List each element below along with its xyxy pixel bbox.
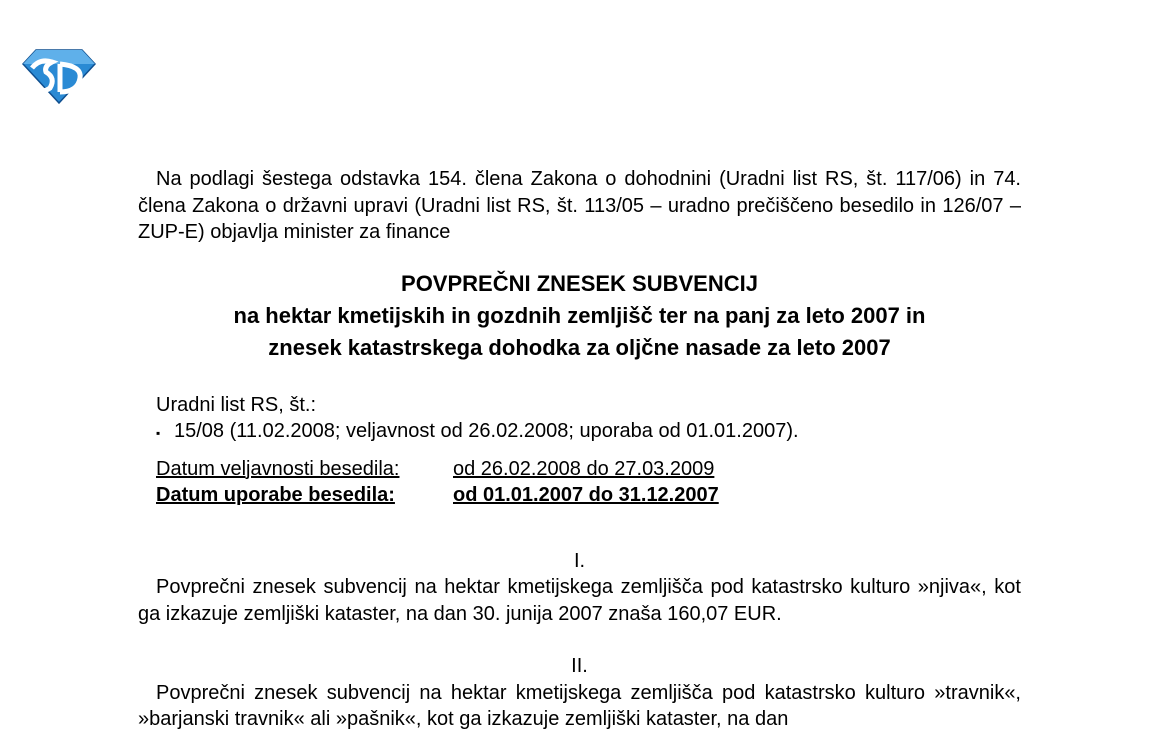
gazette-info [156, 392, 1021, 446]
dates-block [156, 456, 1021, 508]
title-line-3: znesek katastrskega dohodka za oljčne nasade za leto 2007 [268, 334, 891, 360]
use-value: od 01.01.2007 do 31.12.2007 [453, 483, 719, 506]
intro-paragraph: Na podlagi šestega odstavka 154. člena Zakona o dohodnini (Uradni list RS, št. 117/06) in 74. člena Zakona o državni upravi (Uradni list RS, št. 113/05 – uradno prečiščeno besedilo in 126/07 – ZUP-E) objavlja minister za finance [138, 168, 1021, 243]
section-number: I. [573, 549, 586, 572]
document-title [138, 268, 1021, 364]
gazette-entry [156, 418, 1021, 446]
validity-value: od 26.02.2008 do 27.03.2009 [453, 457, 715, 480]
bullet-icon: ▪ [156, 425, 161, 440]
title-line-2: na hektar kmetijskih in gozdnih zemljišč ter na panj za leto 2007 in [233, 302, 926, 328]
document-body [138, 166, 1021, 733]
section-paragraph: Povprečni znesek subvencij na hektar kmetijskega zemljišča pod katastrsko kulturo »travnik«, »barjanski travnik« ali »pašnik«, kot ga izkazuje zemljiški kataster, na dan [138, 681, 1021, 730]
validity-label: Datum veljavnosti besedila: [156, 457, 400, 480]
use-label: Datum uporabe besedila: [156, 483, 395, 506]
company-logo [22, 48, 96, 104]
section-number: II. [571, 655, 588, 677]
section-paragraph: Povprečni znesek subvencij na hektar kmetijskega zemljišča pod katastrsko kulturo »njiva«, kot ga izkazuje zemljiški kataster, na dan 30. junija 2007 znaša 160,07 EUR. [138, 576, 1021, 625]
validity-row [156, 456, 1021, 482]
title-line-1: POVPREČNI ZNESEK SUBVENCIJ [401, 270, 758, 296]
use-row [156, 482, 1021, 508]
gazette-label: Uradni list RS, št.: [156, 393, 317, 416]
gazette-entry-text: 15/08 (11.02.2008; veljavnost od 26.02.2008; uporaba od 01.01.2007). [174, 419, 799, 442]
